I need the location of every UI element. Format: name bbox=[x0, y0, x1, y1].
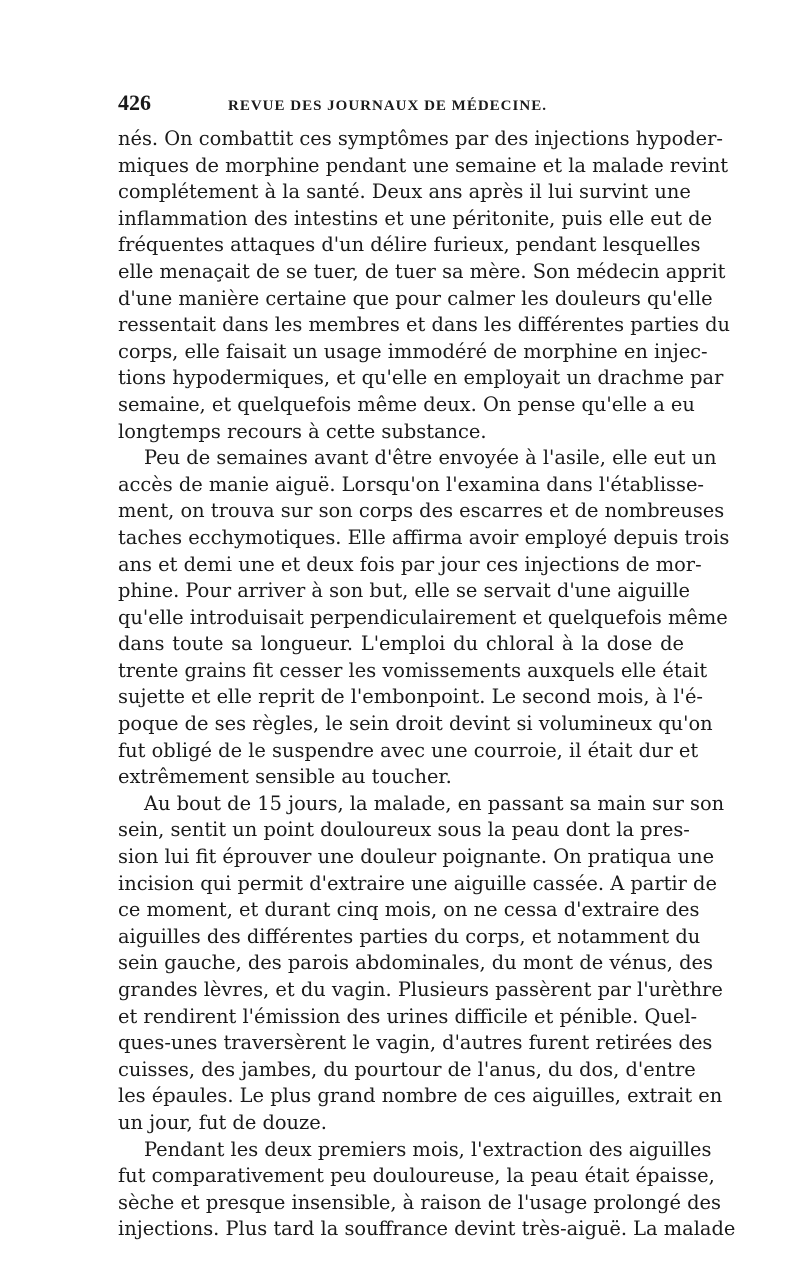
text-line: cuisses, des jambes, du pourtour de l'anus, du dos, d'entre bbox=[118, 1057, 696, 1081]
text-line: inflammation des intestins et une péritonite, puis elle eut de bbox=[118, 206, 713, 230]
text-line: et rendirent l'émission des urines difficile et pénible. Quel- bbox=[118, 1004, 698, 1028]
text-line: ment, on trouva sur son corps des escarres et de nombreuses bbox=[118, 499, 725, 523]
text-line: Au bout de 15 jours, la malade, en passant sa main sur son bbox=[144, 791, 725, 815]
text-line: Pendant les deux premiers mois, l'extraction des aiguilles bbox=[144, 1137, 712, 1161]
text-line: taches ecchymotiques. Elle affirma avoir employé depuis trois bbox=[118, 525, 730, 549]
text-line: incision qui permit d'extraire une aiguille cassée. A partir de bbox=[118, 871, 717, 895]
running-title: REVUE DES JOURNAUX DE MÉDECINE. bbox=[228, 98, 547, 114]
text-line: phine. Pour arriver à son but, elle se servait d'une aiguille bbox=[118, 579, 691, 603]
text-line: qu'elle introduisait perpendiculairement et quelquefois même bbox=[118, 605, 728, 629]
text-line: tions hypodermiques, et qu'elle en employait un drachme par bbox=[118, 366, 724, 390]
text-line: grandes lèvres, et du vagin. Plusieurs passèrent par l'urèthre bbox=[118, 978, 723, 1001]
text-line: injections. Plus tard la souffrance devint très-aiguë. La malade bbox=[118, 1217, 736, 1241]
page-header bbox=[118, 90, 684, 126]
body-text bbox=[118, 126, 736, 1243]
text-line: Peu de semaines avant d'être envoyée à l'asile, elle eut un bbox=[144, 446, 717, 470]
text-line: semaine, et quelquefois même deux. On pense qu'elle a eu bbox=[118, 392, 695, 416]
text-line: aiguilles des différentes parties du corps, et notamment du bbox=[118, 924, 701, 948]
text-line: fréquentes attaques d'un délire furieux, pendant lesquelles bbox=[118, 233, 701, 257]
text-line: sèche et presque insensible, à raison de l'usage prolongé des bbox=[118, 1190, 721, 1214]
text-line: les épaules. Le plus grand nombre de ces aiguilles, extrait en bbox=[118, 1084, 723, 1108]
text-line: miques de morphine pendant une semaine et la malade revint bbox=[118, 153, 729, 177]
text-line: longtemps recours à cette substance. bbox=[118, 419, 487, 443]
text-line: sion lui fit éprouver une douleur poignante. On pratiqua une bbox=[118, 845, 715, 869]
text-line: sein, sentit un point douloureux sous la peau dont la pres- bbox=[118, 818, 690, 842]
text-line: trente grains fit cesser les vomissements auxquels elle était bbox=[118, 658, 708, 682]
text-line: sujette et elle reprit de l'embonpoint. Le second mois, à l'é- bbox=[118, 685, 703, 709]
text-line: fut obligé de le suspendre avec une courroie, il était dur et bbox=[118, 738, 699, 762]
page-number: 426 bbox=[118, 90, 151, 115]
text-line: sein gauche, des parois abdominales, du mont de vénus, des bbox=[118, 951, 713, 975]
text-line: un jour, fut de douze. bbox=[118, 1110, 327, 1134]
text-line: elle menaçait de se tuer, de tuer sa mère. Son médecin apprit bbox=[118, 259, 726, 283]
text-line: d'une manière certaine que pour calmer les douleurs qu'elle bbox=[118, 286, 713, 310]
text-line: accès de manie aiguë. Lorsqu'on l'examina dans l'établisse- bbox=[118, 472, 704, 496]
text-line: dans toute sa longueur. L'emploi du chloral à la dose de bbox=[118, 632, 684, 656]
text-line: nés. On combattit ces symptômes par des injections hypoder- bbox=[118, 127, 723, 150]
text-line: ans et demi une et deux fois par jour ces injections de mor- bbox=[118, 552, 702, 576]
text-line: corps, elle faisait un usage immodéré de morphine en injec- bbox=[118, 339, 708, 363]
document-page bbox=[118, 90, 736, 1243]
text-line: ques-unes traversèrent le vagin, d'autres furent retirées des bbox=[118, 1031, 713, 1055]
text-line: extrêmement sensible au toucher. bbox=[118, 765, 452, 789]
text-line: ce moment, et durant cinq mois, on ne cessa d'extraire des bbox=[118, 898, 700, 922]
text-line: complétement à la santé. Deux ans après il lui survint une bbox=[118, 180, 691, 204]
text-line: fut comparativement peu douloureuse, la peau était épaisse, bbox=[118, 1164, 715, 1188]
text-line: ressentait dans les membres et dans les différentes parties du bbox=[118, 313, 731, 337]
text-line: poque de ses règles, le sein droit devint si volumineux qu'on bbox=[118, 712, 713, 736]
